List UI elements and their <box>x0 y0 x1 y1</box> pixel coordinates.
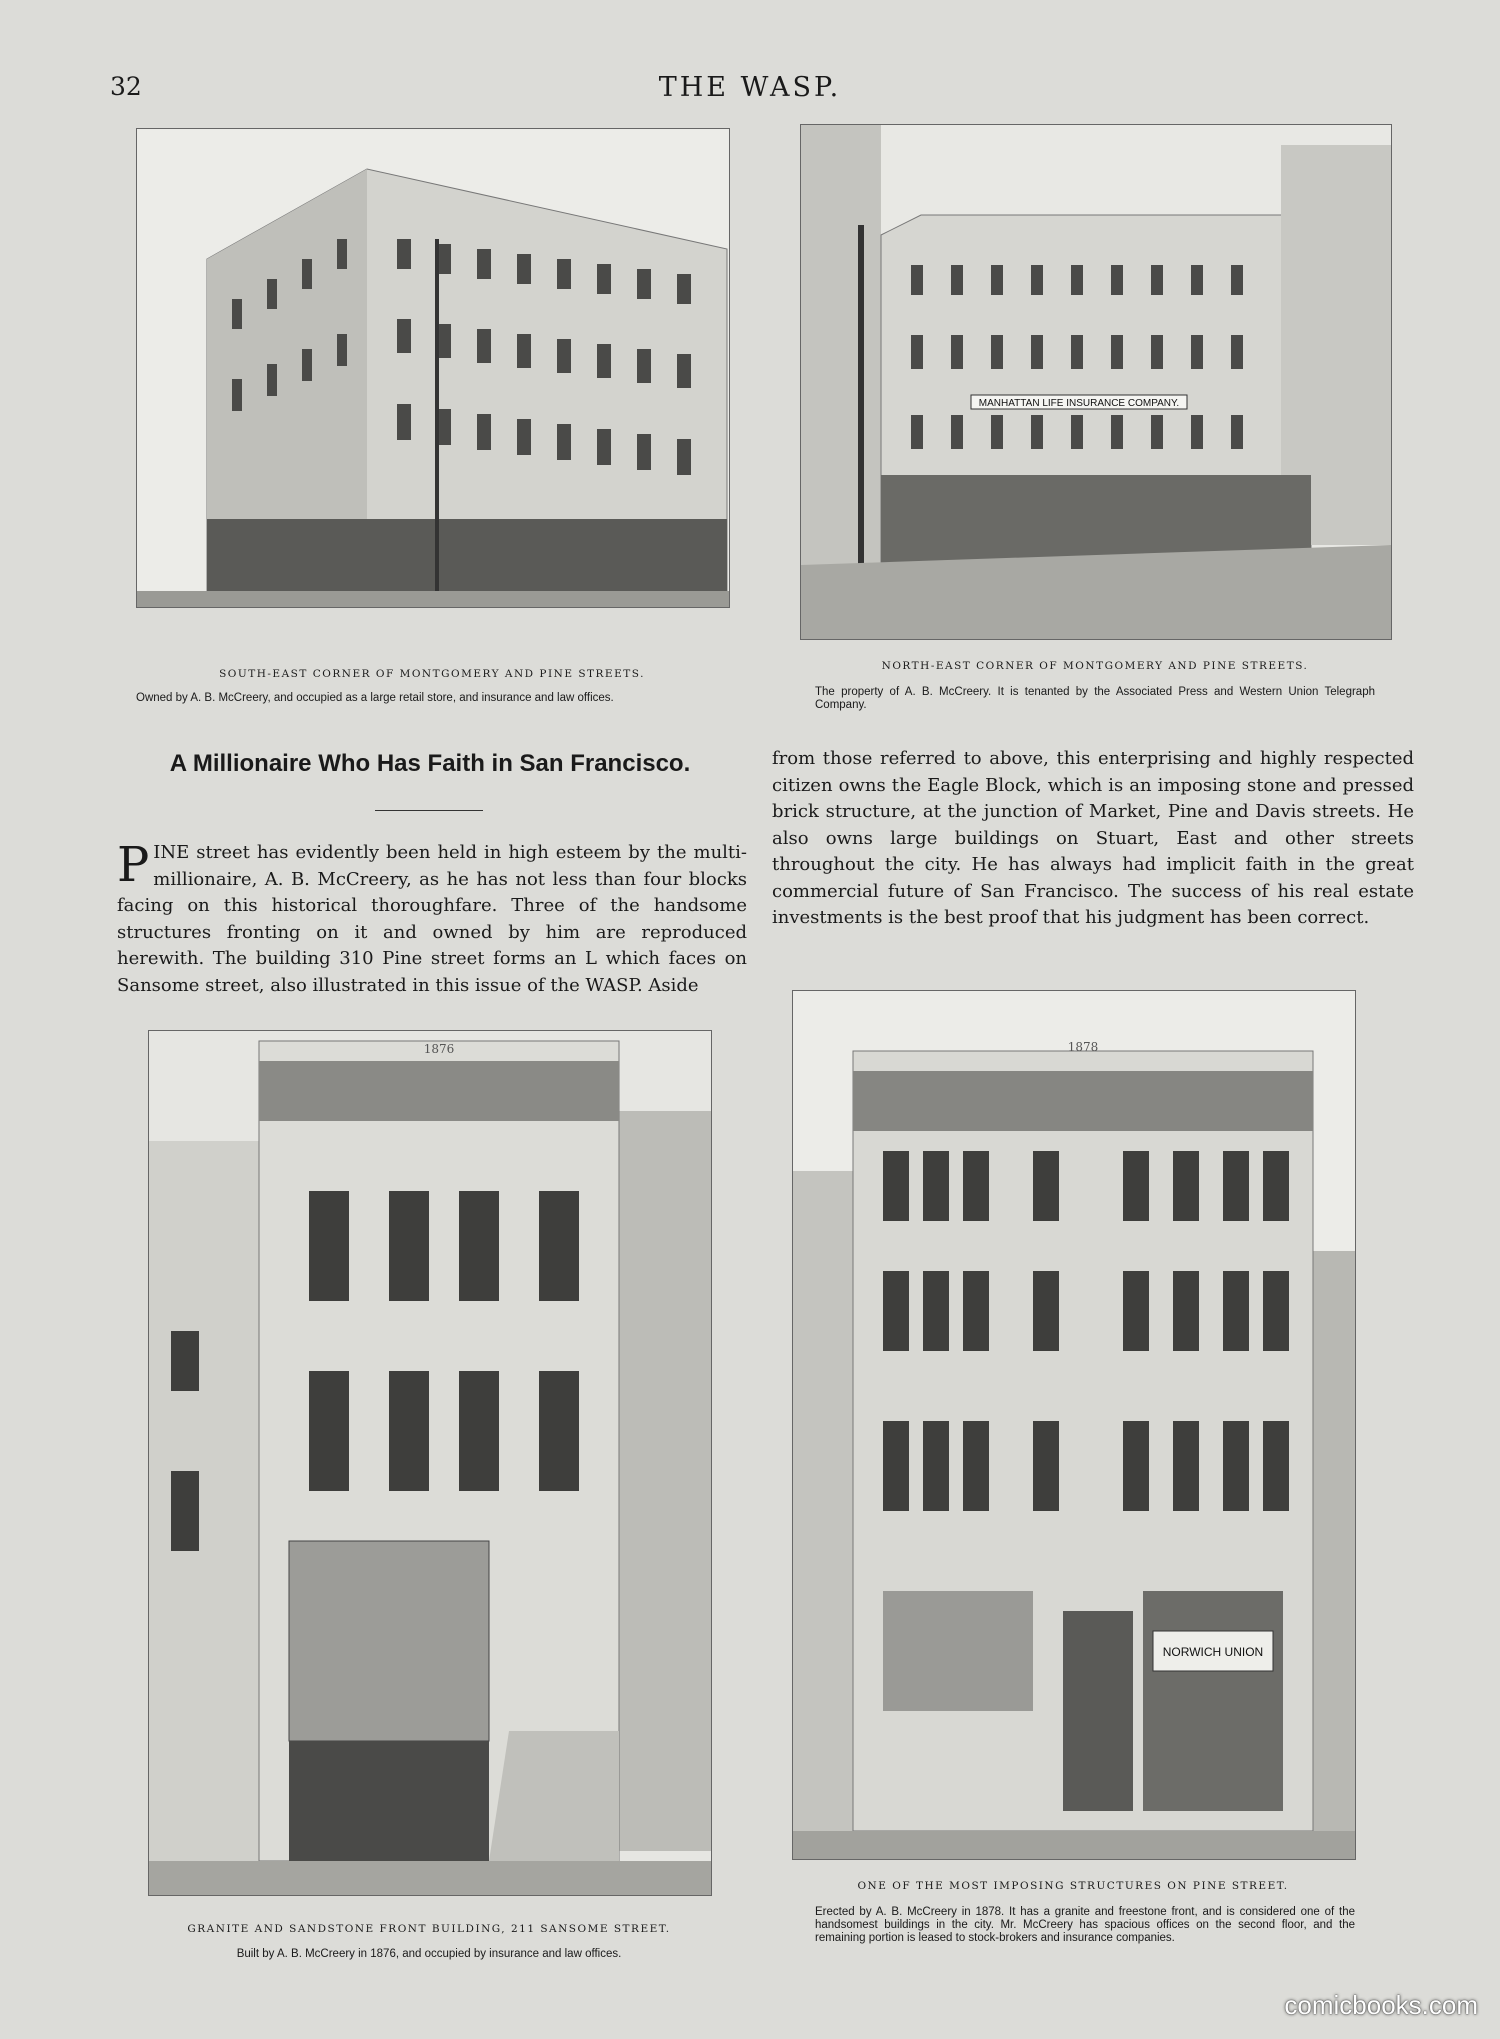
running-title: THE WASP. <box>658 72 842 103</box>
photo-southeast-corner <box>136 128 730 608</box>
article-col2-text: from those referred to above, this enterprising and highly respected citizen owns the Eagle Block, which is an imposing stone and pressed brick structure, at the junction of Market, Pine and Davis streets. He also owns large buildings on Stuart, East and other streets throughout the city. He has always had implicit faith in the great commercial future of San Francisco. The success of his real estate investments is the best proof that his judgment has been correct. <box>772 748 1414 928</box>
photo-southeast-caption-body: Owned by A. B. McCreery, and occupied as a large retail store, and insurance and law offices. <box>136 692 614 704</box>
page-number: 32 <box>110 72 142 101</box>
photo-pine-caption-body: Erected by A. B. McCreery in 1878. It has a granite and freestone front, and is considered one of the handsomest buildings in the city. Mr. McCreery has spacious offices on the second floor, and the remaining portion is leased to stock-brokers and insurance companies. <box>815 1906 1355 1944</box>
article-column-1 <box>117 837 747 999</box>
photo-sansome-caption-title: GRANITE AND SANDSTONE FRONT BUILDING, 211 SANSOME STREET. <box>187 1923 671 1935</box>
year-stone-1878: 1878 <box>1067 1040 1099 1054</box>
photo-northeast-caption-body: The property of A. B. McCreery. It is tenanted by the Associated Press and Western Union Telegraph Company. <box>815 686 1375 711</box>
norwich-union-sign: NORWICH UNION <box>1162 1645 1264 1659</box>
photo-northeast-caption-title: NORTH-EAST CORNER OF MONTGOMERY AND PINE STREETS. <box>881 660 1309 672</box>
article-headline: A Millionaire Who Has Faith in San Francisco. <box>169 750 691 777</box>
manhattan-life-sign: MANHATTAN LIFE INSURANCE COMPANY. <box>978 398 1180 409</box>
photo-northeast-corner <box>800 124 1392 640</box>
article-col1-text: INE street has evidently been held in high esteem by the multi-millionaire, A. B. McCreery, as he has not less than four blocks facing on this historical thoroughfare. Three of the handsome structures fronting on it and owned by him are reproduced herewith. The building 310 Pine street forms an L which faces on Sansome street, also illustrated in this issue of the WASP. Aside <box>117 842 747 996</box>
photo-pine-caption-title: ONE OF THE MOST IMPOSING STRUCTURES ON PINE STREET. <box>857 1880 1289 1892</box>
photo-southeast-caption-title: SOUTH-EAST CORNER OF MONTGOMERY AND PINE STREETS. <box>219 668 645 680</box>
photo-sansome-building <box>148 1030 712 1896</box>
watermark: comicbooks.com <box>1284 1990 1478 2020</box>
article-column-2 <box>772 746 1414 932</box>
drop-cap: P <box>117 837 150 893</box>
photo-pine-street-structure <box>792 990 1356 1860</box>
year-stone-1876: 1876 <box>423 1042 455 1056</box>
photo-sansome-caption-body: Built by A. B. McCreery in 1876, and occupied by insurance and law offices. <box>236 1948 622 1960</box>
headline-rule <box>375 810 483 811</box>
